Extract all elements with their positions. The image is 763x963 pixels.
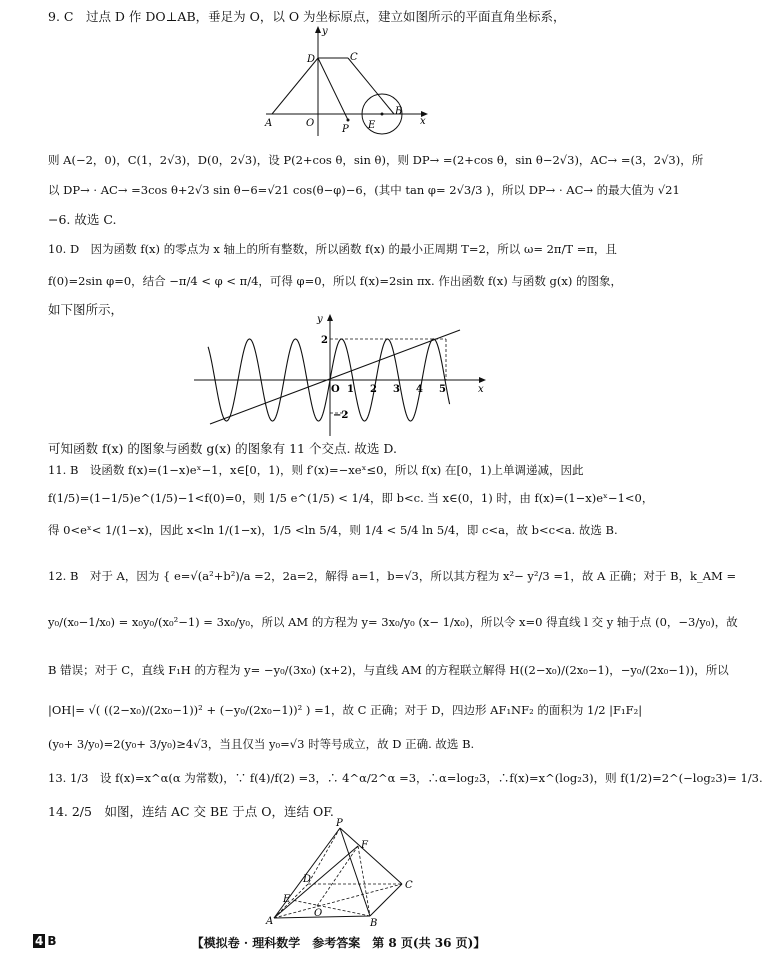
q10-y-label: y [317, 314, 323, 325]
q9-figure [262, 24, 432, 144]
q9-line-3: 以 DP→ · AC→ =3cos θ+2√3 sin θ−6=√21 cos(θ−φ)−6，(其中 tan φ= 2√3/3 )，所以 DP→ · AC→ 的最大值为 √21 [48, 183, 680, 197]
q10-line-3: 如下图所示， [48, 302, 124, 317]
q14-fig-P: P [336, 818, 343, 829]
q11-line-3: 得 0<eˣ< 1/(1−x)，因此 x<ln 1/(1−x)，1/5 <ln 5/4，则 1/4 < 5/4 ln 5/4，即 c<a，故 b<c<a. 故选 B. [48, 523, 618, 537]
q14-fig-A: A [266, 916, 274, 927]
q12-line-1: 12. B 对于 A，因为 { e=√(a²+b²)/a =2，2a=2，解得 a=1，b=√3，所以其方程为 x²− y²/3 =1，故 A 正确；对于 B，k_AM = [48, 569, 737, 583]
q10-xtick-3: 3 [393, 384, 400, 395]
q14-line-1: 14. 2/5 如图，连结 AC 交 BE 于点 O，连结 OF. [48, 804, 334, 819]
footer-center-text: 【模拟卷 · 理科数学 参考答案 第 8 页(共 36 页)】 [191, 936, 486, 950]
q12-line-4: |OH|= √( ((2−x₀)/(2x₀−1))² + (−y₀/(2x₀−1))² ) =1，故 C 正确；对于 D，四边形 AF₁NF₂ 的面积为 1/2 |F₁F₂| [48, 703, 643, 717]
q14-fig-D: D [303, 874, 312, 885]
q9-fig-O: O [306, 118, 315, 129]
q10-graph [190, 312, 490, 440]
q14-pyramid-figure [262, 818, 422, 928]
page-footer [0, 934, 677, 954]
q9-fig-C: C [350, 52, 358, 63]
q10-xtick-O: O [331, 384, 340, 395]
q10-xtick-2: 2 [370, 384, 377, 395]
q9-fig-D: D [307, 54, 316, 65]
q13-line-1: 13. 1/3 设 f(x)=x^α(α 为常数)，∵ f(4)/f(2) =3，∴ 4^α/2^α =3，∴α=log₂3，∴f(x)=x^(log₂3)，则 f(1/2)=2^(−log₂3)= 1/3. [48, 771, 763, 785]
q9-line-4: −6. 故选 C. [48, 212, 117, 227]
q10-xtick-4: 4 [416, 384, 423, 395]
q10-line-2: f(0)=2sin φ=0，结合 −π/4 < φ < π/4，可得 φ=0，所以 f(x)=2sin πx. 作出函数 f(x) 与函数 g(x) 的图象， [48, 274, 623, 288]
footer-tag-number: 4 [35, 934, 44, 948]
q9-fig-E: E [368, 120, 376, 131]
q9-fig-P: P [342, 124, 349, 135]
q9-fig-A: A [265, 118, 273, 129]
q11-line-1: 11. B 设函数 f(x)=(1−x)eˣ−1，x∈[0，1)，则 f′(x)=−xeˣ≤0，所以 f(x) 在[0，1)上单调递减，因此 [48, 463, 584, 477]
q14-fig-F: F [361, 840, 368, 851]
q12-line-5: (y₀+ 3/y₀)=2(y₀+ 3/y₀)≥4√3，当且仅当 y₀=√3 时等号成立，故 D 正确. 故选 B. [48, 737, 475, 751]
q9-fig-y: y [322, 26, 328, 37]
q14-fig-O: O [314, 908, 323, 919]
q14-fig-E: E [283, 894, 291, 905]
q10-line-1: 10. D 因为函数 f(x) 的零点为 x 轴上的所有整数，所以函数 f(x) 的最小正周期 T=2，所以 ω= 2π/T =π，且 [48, 242, 617, 256]
q9-fig-x: x [420, 116, 426, 127]
q11-line-2: f(1/5)=(1−1/5)e^(1/5)−1<f(0)=0，则 1/5 e^(1/5) < 1/4，即 b<c. 当 x∈(0，1) 时，由 f(x)=(1−x)eˣ−1<0， [48, 491, 654, 505]
q14-fig-C: C [405, 880, 413, 891]
q14-fig-B: B [370, 918, 378, 929]
q10-ytick-2: 2 [321, 335, 328, 346]
q10-xtick-1: 1 [347, 384, 354, 395]
q10-line-4: 可知函数 f(x) 的图象与函数 g(x) 的图象有 11 个交点. 故选 D. [48, 441, 397, 456]
footer-tag-letter: B [47, 934, 57, 948]
q9-line-1: 9. C 过点 D 作 DO⊥AB，垂足为 O，以 O 为坐标原点，建立如图所示的平面直角坐标系， [48, 9, 566, 24]
q9-fig-B: B [395, 106, 403, 117]
q12-line-2: y₀/(x₀−1/x₀) = x₀y₀/(x₀²−1) = 3x₀/y₀，所以 AM 的方程为 y= 3x₀/y₀ (x− 1/x₀)，所以令 x=0 得直线 l 交 y 轴于点 (0，−3/y₀)，故 [48, 615, 738, 629]
q10-ytick-neg2: −2 [333, 410, 349, 421]
q10-xtick-5: 5 [439, 384, 446, 395]
q9-line-2: 则 A(−2，0)，C(1，2√3)，D(0，2√3)，设 P(2+cos θ，sin θ)，则 DP→ =(2+cos θ，sin θ−2√3)，AC→ =(3，2√3)，所 [48, 153, 704, 167]
q10-x-label: x [478, 384, 484, 395]
q12-line-3: B 错误；对于 C，直线 F₁H 的方程为 y= −y₀/(3x₀) (x+2)，与直线 AM 的方程联立解得 H((2−x₀)/(2x₀−1)，−y₀/(2x₀−1))，所以 [48, 663, 729, 677]
